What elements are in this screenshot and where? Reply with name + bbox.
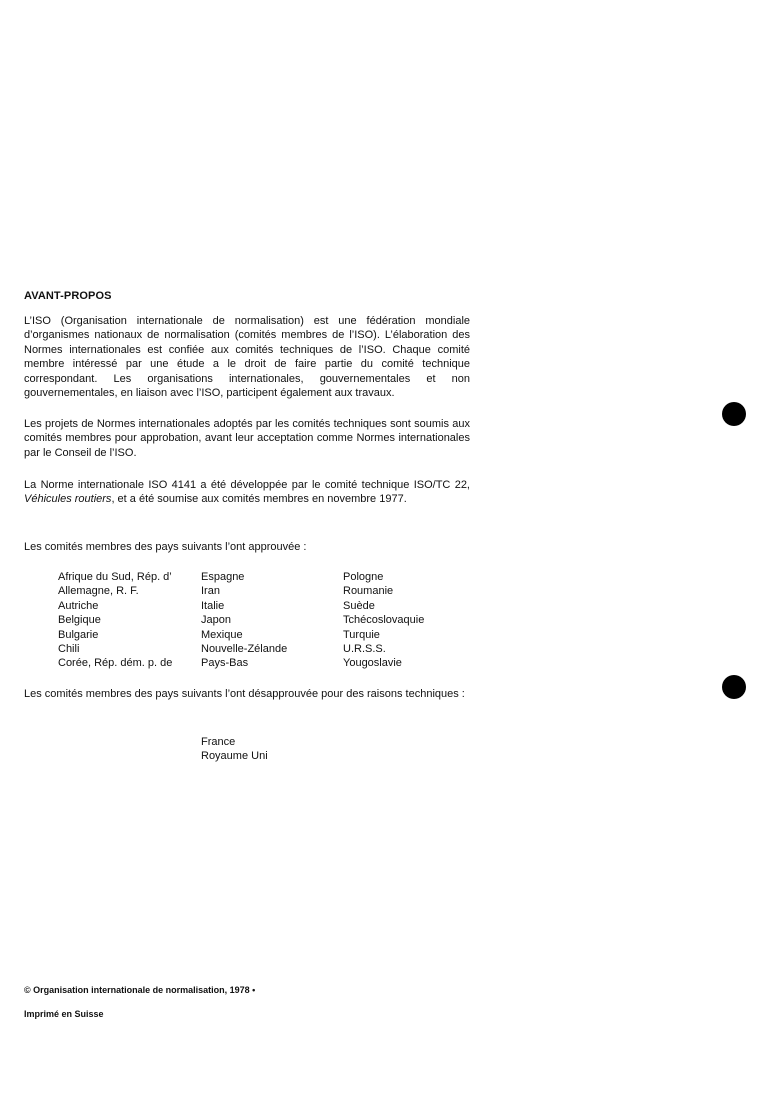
country: Royaume Uni xyxy=(201,750,268,763)
country: Italie xyxy=(201,599,225,612)
country: Roumanie xyxy=(343,585,394,598)
country: Bulgarie xyxy=(58,628,99,641)
iso-intro-paragraph: L’ISO (Organisation internationale de normalisation) est une fédération mondiale d’organismes nationaux de normalisation (comités membres de l’ISO). L’élaboration des Normes internationales est confiée aux comités techniques de l’ISO. Chaque comité membre intéressé par une étude a le droit de faire partie du comité technique correspondant. Les organisations internationales, gouvernementales et non gouvernementales, en liaison avec l’ISO, participent également aux travaux. xyxy=(24,315,470,400)
standard-paragraph-after: , et a été soumise aux comités membres en novembre 1977. xyxy=(111,493,407,506)
country: Tchécoslovaquie xyxy=(343,614,425,627)
disapproving-countries xyxy=(201,735,268,764)
country: Corée, Rép. dém. p. de xyxy=(58,657,173,670)
country: Japon xyxy=(201,614,231,627)
approving-countries-column-3 xyxy=(343,570,424,671)
committee-title: Véhicules routiers xyxy=(24,493,112,506)
disapproval-intro: Les comités membres des pays suivants l’ont désapprouvée pour des raisons techniques : xyxy=(24,688,465,700)
country: Allemagne, R. F. xyxy=(58,585,139,598)
country: Belgique xyxy=(58,614,101,627)
country: Turquie xyxy=(343,628,380,641)
punch-hole-mark xyxy=(722,402,746,426)
country: U.R.S.S. xyxy=(343,643,386,656)
punch-hole-mark xyxy=(722,675,746,699)
country: Chili xyxy=(58,643,80,656)
country: France xyxy=(201,736,236,748)
standard-paragraph xyxy=(24,478,470,507)
country: Mexique xyxy=(201,628,243,641)
country: Espagne xyxy=(201,571,245,583)
adoption-paragraph: Les projets de Normes internationales adoptés par les comités techniques sont soumis aux comités membres pour approbation, avant leur acceptation comme Normes internationales par le Conseil de l’ISO. xyxy=(24,418,470,459)
country: Autriche xyxy=(58,599,99,612)
standard-paragraph-before: La Norme internationale ISO 4141 a été développée par le comité technique ISO/TC 22, xyxy=(24,479,470,491)
country: Nouvelle-Zélande xyxy=(201,643,288,656)
country: Pologne xyxy=(343,571,384,583)
approval-intro: Les comités membres des pays suivants l’ont approuvée : xyxy=(24,541,307,553)
approving-countries-column-1 xyxy=(58,570,172,671)
country: Pays-Bas xyxy=(201,657,249,670)
printed-in-notice: Imprimé en Suisse xyxy=(24,1009,104,1019)
country: Afrique du Sud, Rép. d’ xyxy=(58,571,172,583)
approving-countries-column-2 xyxy=(201,570,287,671)
foreword-heading: AVANT-PROPOS xyxy=(24,290,112,302)
country: Suède xyxy=(343,599,375,612)
country: Yougoslavie xyxy=(343,657,402,670)
copyright-notice: © Organisation internationale de normalisation, 1978 • xyxy=(24,985,256,995)
country: Iran xyxy=(201,585,220,598)
